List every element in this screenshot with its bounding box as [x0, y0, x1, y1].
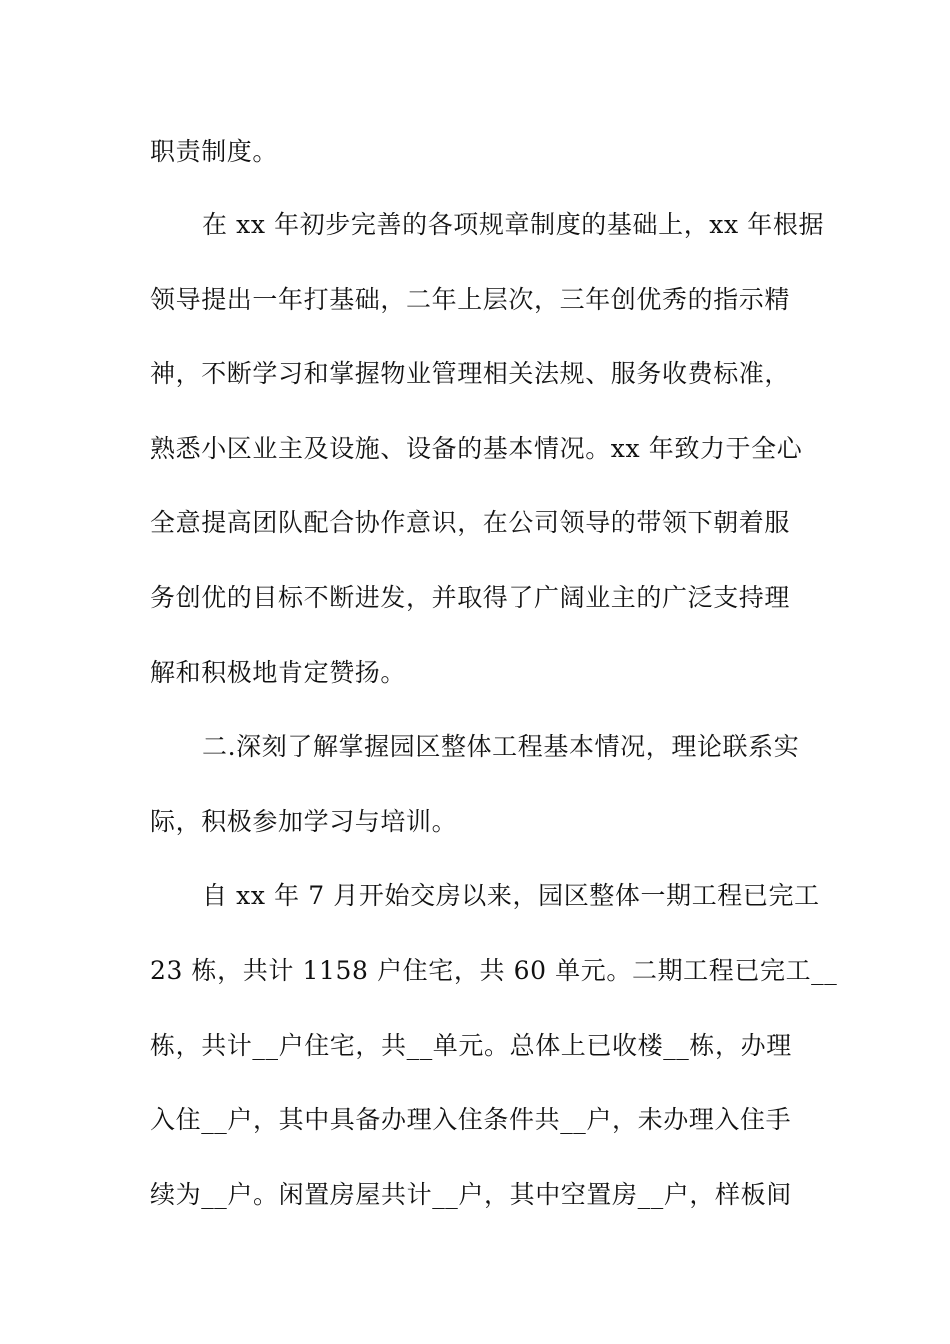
text-line-15: 续为__户。闲置房屋共计__户，其中空置房__户，样板间	[150, 1180, 792, 1209]
text-line-8: 解和积极地肯定赞扬。	[150, 658, 407, 687]
text-line-7: 务创优的目标不断进发，并取得了广阔业主的广泛支持理	[150, 583, 791, 612]
text-line-6: 全意提高团队配合协作意识，在公司领导的带领下朝着服	[150, 508, 791, 537]
text-line-3: 领导提出一年打基础，二年上层次，三年创优秀的指示精	[150, 285, 791, 314]
text-line-13: 栋，共计__户住宅，共__单元。总体上已收楼__栋，办理	[150, 1031, 792, 1060]
text-line-2: 在 xx 年初步完善的各项规章制度的基础上，xx 年根据	[202, 210, 825, 239]
text-line-10: 际，积极参加学习与培训。	[150, 807, 458, 836]
text-line-1: 职责制度。	[150, 137, 279, 166]
text-line-12: 23 栋，共计 1158 户住宅，共 60 单元。二期工程已完工__	[150, 956, 838, 985]
text-line-9: 二.深刻了解掌握园区整体工程基本情况，理论联系实	[202, 732, 800, 761]
text-line-14: 入住__户，其中具备办理入住条件共__户，未办理入住手	[150, 1105, 792, 1134]
text-line-4: 神，不断学习和掌握物业管理相关法规、服务收费标准，	[150, 359, 791, 388]
text-line-11: 自 xx 年 7 月开始交房以来，园区整体一期工程已完工	[202, 881, 820, 910]
text-line-5: 熟悉小区业主及设施、设备的基本情况。xx 年致力于全心	[150, 434, 803, 463]
